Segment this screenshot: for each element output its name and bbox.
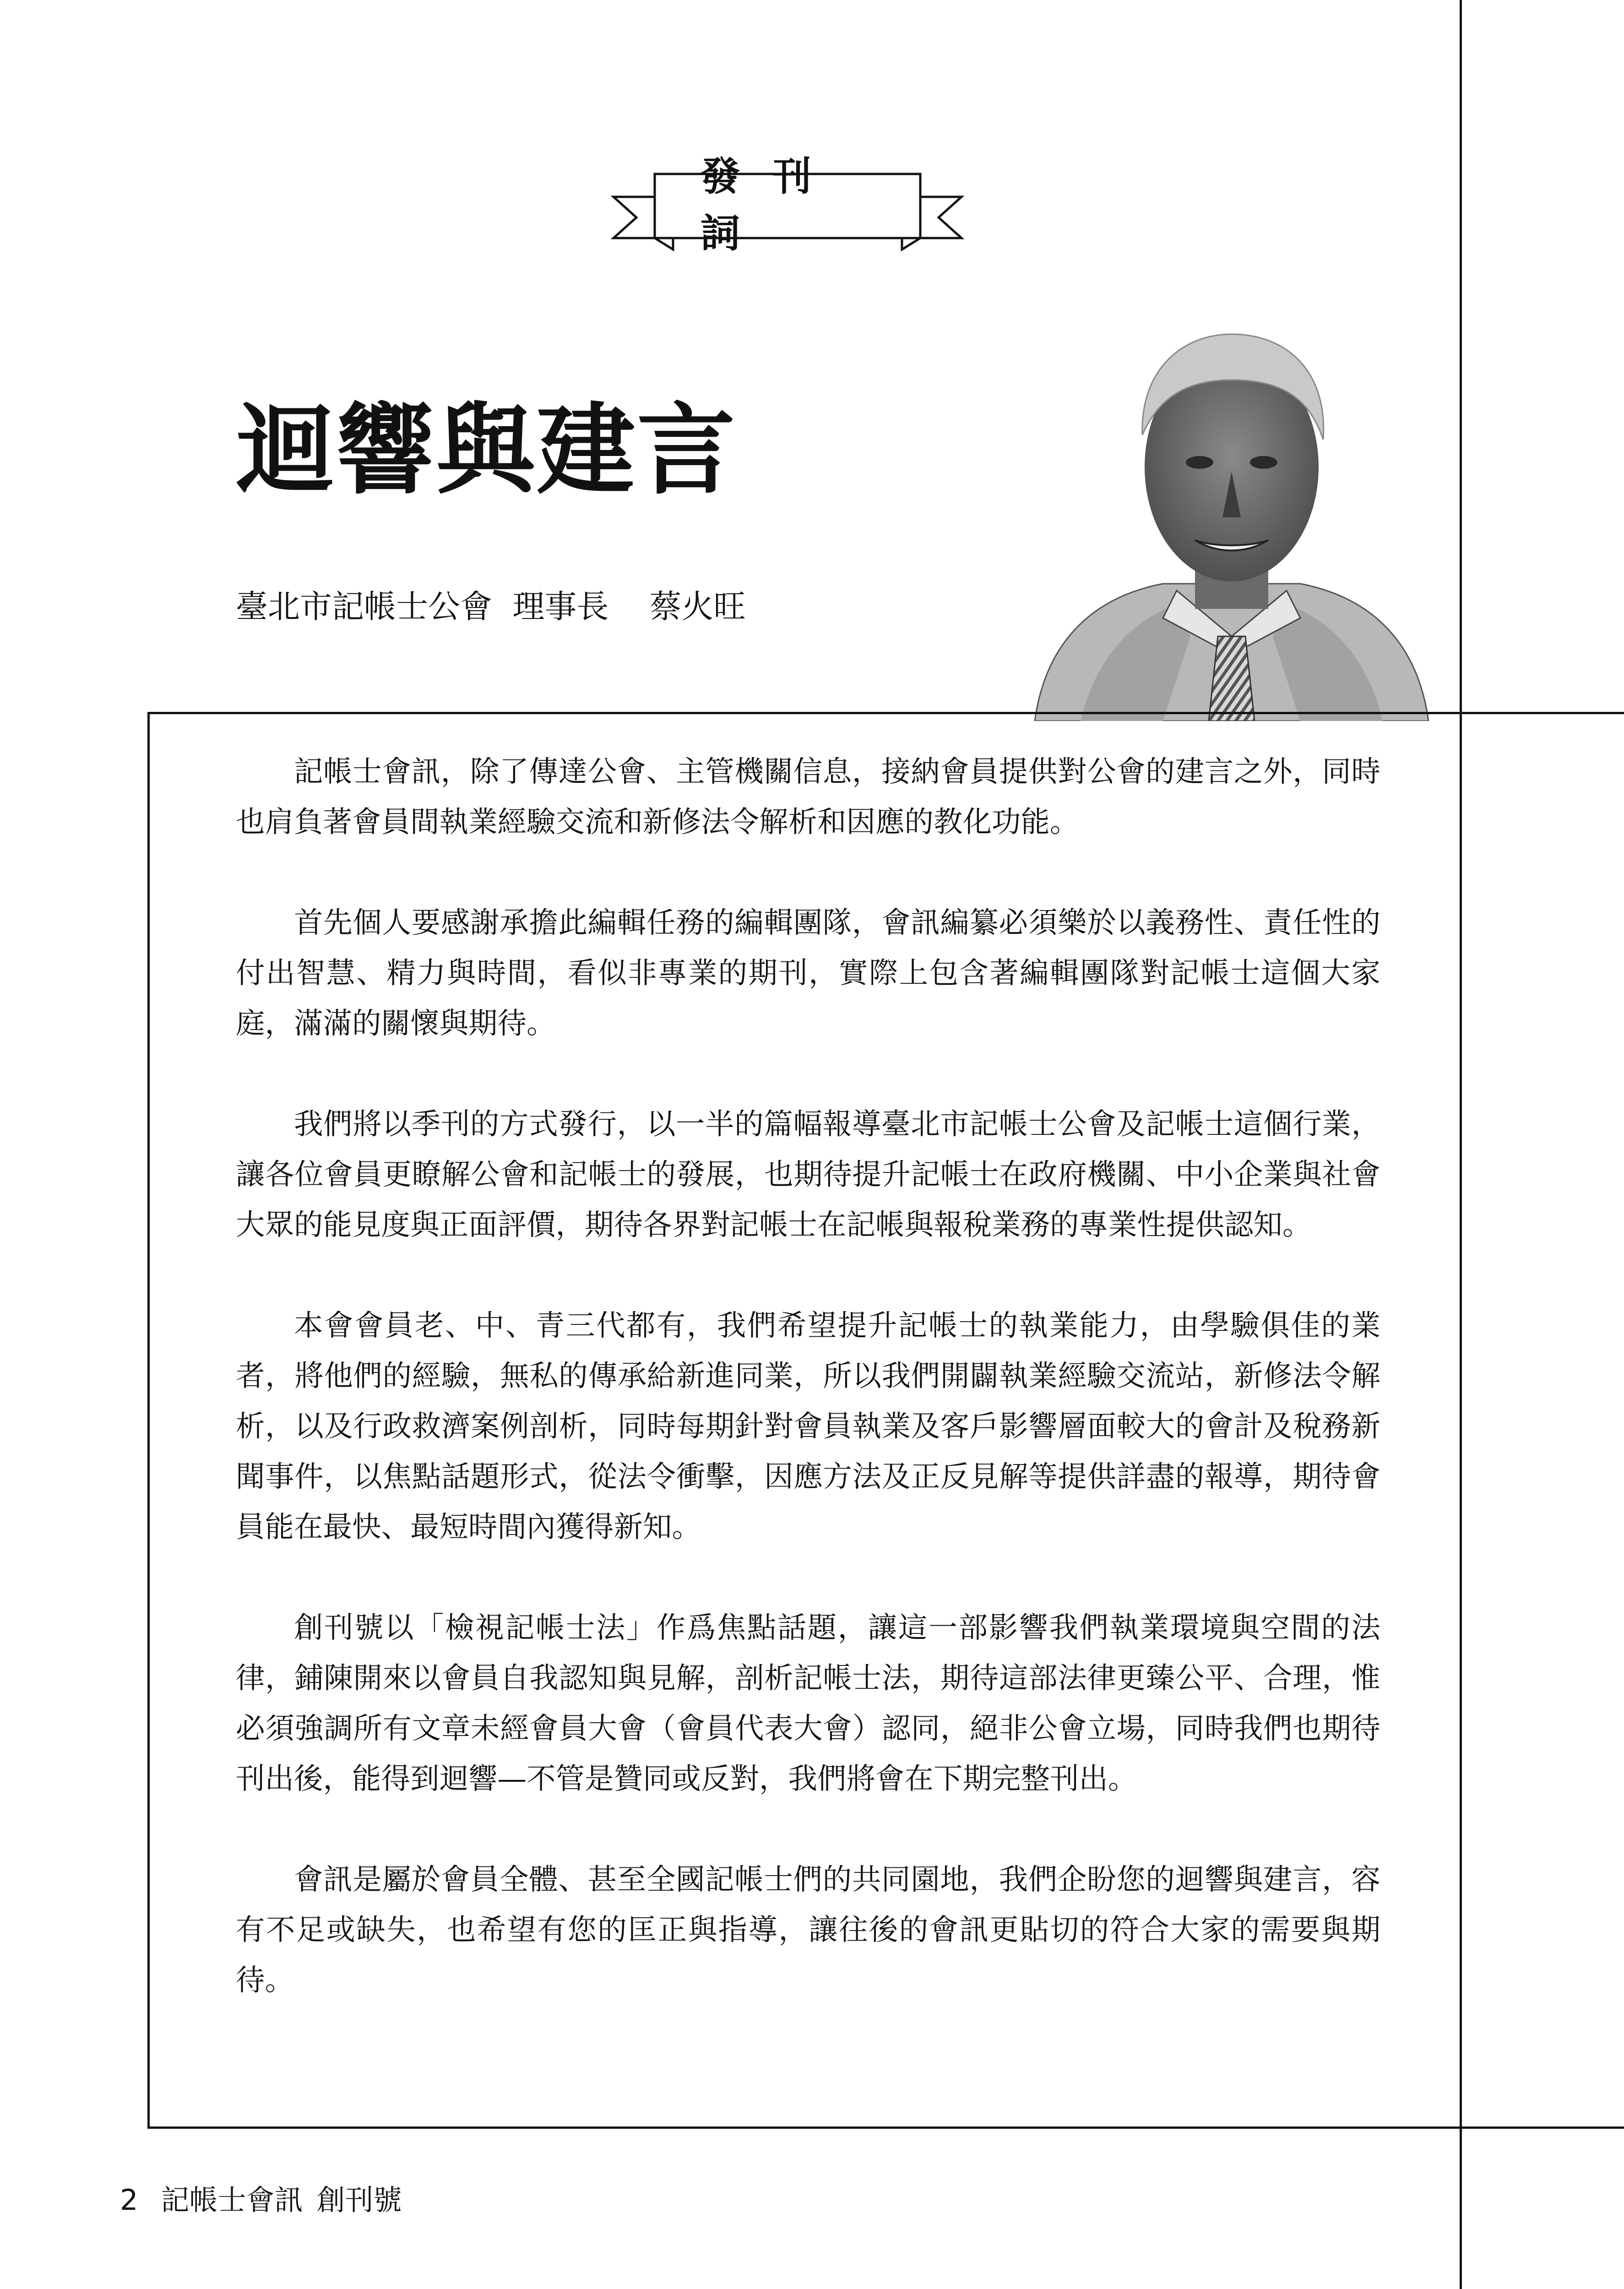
ribbon-left-fold — [655, 238, 673, 250]
paragraph: 首先個人要感謝承擔此編輯任務的編輯團隊，會訊編纂必須樂於以義務性、責任性的付出智慧、精力與時間，看似非專業的期刊，實際上包含著編輯團隊對記帳士這個大家庭，滿滿的關懷與期待。 — [236, 906, 1380, 1040]
bottom-right-rule — [1460, 2126, 1624, 2129]
paragraph: 本會會員老、中、青三代都有，我們希望提升記帳士的執業能力，由學驗俱佳的業者，將他們的經驗，無私的傳承給新進同業，所以我們開闢執業經驗交流站，新修法令解析，以及行政救濟案例剖析，同時每期針對會員執業及客戶影響層面較大的會計及稅務新聞事件，以焦點話題形式，從法令衝擊，因應方法及正反見解等提供詳盡的報導，期待會員能在最快、最短時間內獲得新知。 — [236, 1308, 1380, 1544]
author-position: 理事長 — [512, 588, 609, 625]
page-title: 迴響與建言 — [236, 392, 737, 508]
paragraph: 記帳士會訊，除了傳達公會、主管機關信息，接納會員提供對公會的建言之外，同時也肩負著會員間執業經驗交流和新修法令解析和因應的教化功能。 — [236, 754, 1380, 839]
author-organization: 臺北市記帳士公會 — [236, 588, 492, 625]
article-body — [236, 746, 1380, 2056]
author-name: 蔡火旺 — [649, 588, 746, 625]
top-right-rule — [1460, 712, 1624, 714]
issue-label: 創刊號 — [316, 2183, 402, 2217]
paragraph: 創刊號以「檢視記帳士法」作爲焦點話題，讓這一部影響我們執業環境與空間的法律，鋪陳開來以會員自我認知與見解，剖析記帳士法，期待這部法律更臻公平、合理，惟必須強調所有文章未經會員大會（會員代表大會）認同，絕非公會立場，同時我們也期待刊出後，能得到迴響—不管是贊同或反對，我們將會在下期完整刊出。 — [236, 1611, 1380, 1795]
page-number: 2 — [120, 2183, 138, 2217]
page-footer — [120, 2183, 402, 2217]
publication-name: 記帳士會訊 — [161, 2183, 303, 2217]
banner-label: 發刊詞 — [701, 153, 843, 256]
portrait-photo-icon — [1026, 316, 1438, 721]
paragraph: 我們將以季刊的方式發行，以一半的篇幅報導臺北市記帳士公會及記帳士這個行業，讓各位會員更瞭解公會和記帳士的發展，也期待提升記帳士在政府機關、中小企業與社會大眾的能見度與正面評價，期待各界對記帳士在記帳與報稅業務的專業性提供認知。 — [236, 1107, 1380, 1242]
paragraph: 會訊是屬於會員全體、甚至全國記帳士們的共同園地，我們企盼您的迴響與建言，容有不足或缺失，也希望有您的匡正與指導，讓往後的會訊更貼切的符合大家的需要與期待。 — [236, 1862, 1380, 1997]
author-line — [236, 588, 746, 625]
